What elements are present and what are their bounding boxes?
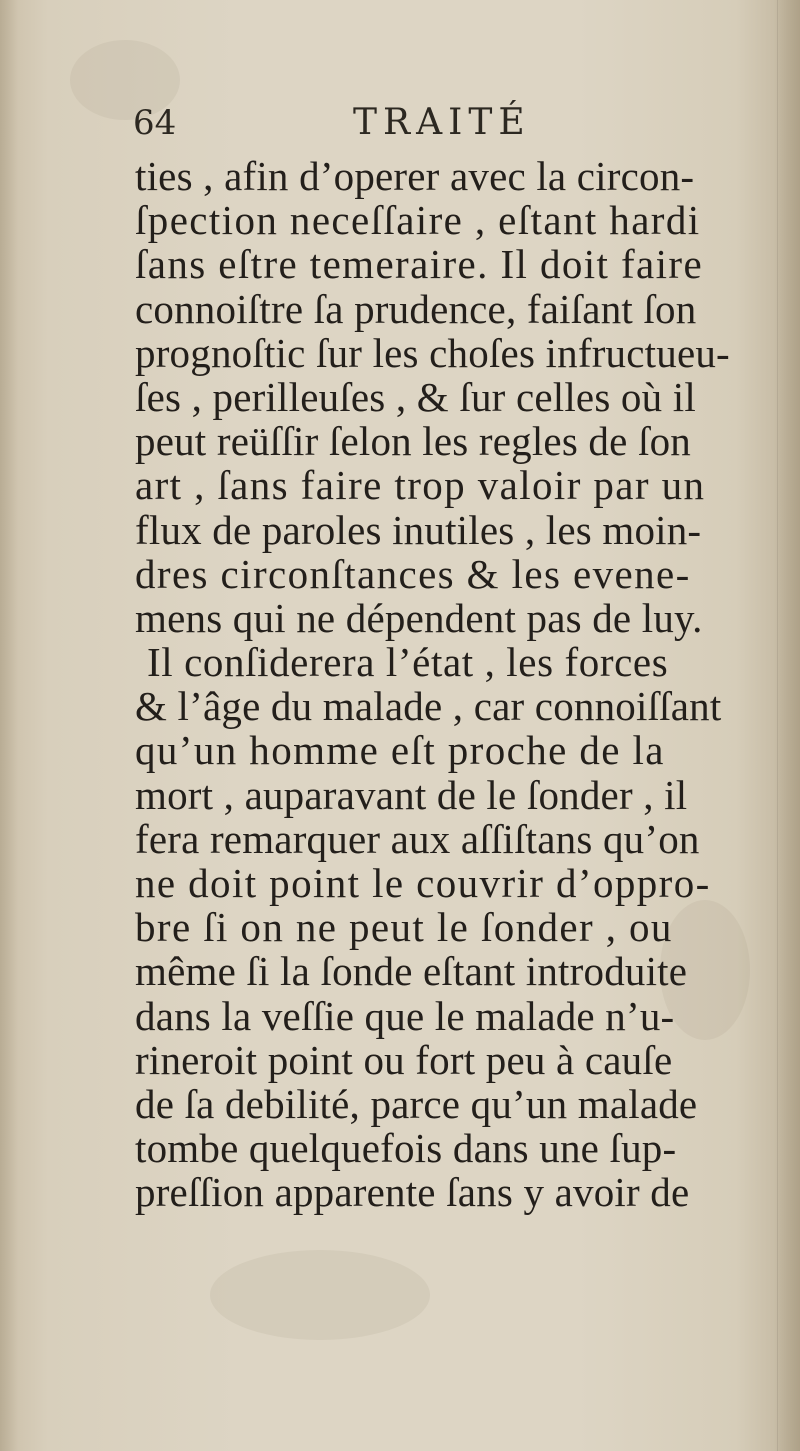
page-number: 64 [133,103,177,143]
text-line: ſans eſtre temeraire. Il doit faire [135,241,704,288]
text-line: de ſa debilité, parce qu’un malade [135,1080,698,1127]
text-line: bre ſi on ne peut le ſonder , ou [135,904,673,951]
text-line: rineroit point ou fort peu à cauſe [135,1036,673,1083]
text-line: preſſion apparente ſans y avoir de [135,1169,690,1216]
text-line: & l’âge du malade , car connoiſſant [135,683,722,730]
running-title: TRAITÉ [353,102,531,143]
page-header [133,96,753,150]
text-line: dans la veſſie que le malade n’u- [135,992,675,1039]
text-line: même ſi la ſonde eſtant introduite [135,948,688,995]
text-line: prognoſtic ſur les choſes infructueu- [135,329,730,376]
text-line: ſes , perilleuſes , & ſur celles où il [135,373,696,420]
body-text [135,154,767,1215]
text-line: qu’un homme eſt proche de la [135,727,665,774]
text-line: peut reüſſir ſelon les regles de ſon [135,418,691,465]
text-line: art , ſans faire trop valoir par un [135,462,706,509]
text-line: ties , afin d’operer avec la circon- [135,153,695,199]
text-line: Il conſiderera l’état , les forces [147,639,669,686]
text-line: mort , auparavant de le ſonder , il [135,771,688,818]
text-line: ne doit point le couvrir d’oppro- [135,860,711,906]
text-line: dres circonſtances & les evene- [135,550,691,597]
text-line: flux de paroles inutiles , les moin- [135,506,702,553]
text-line: fera remarquer aux aſſiſtans qu’on [135,815,700,862]
text-line: ſpection neceſſaire , eſtant hardi [135,197,701,244]
text-line: mens qui ne dépendent pas de luy. [135,594,703,641]
text-line: tombe quelquefois dans une ſup- [135,1125,677,1172]
paper-stain-bottom [210,1250,430,1340]
fold-shadow-line [777,0,778,1451]
text-line: connoiſtre ſa prudence, faiſant ſon [135,285,697,332]
